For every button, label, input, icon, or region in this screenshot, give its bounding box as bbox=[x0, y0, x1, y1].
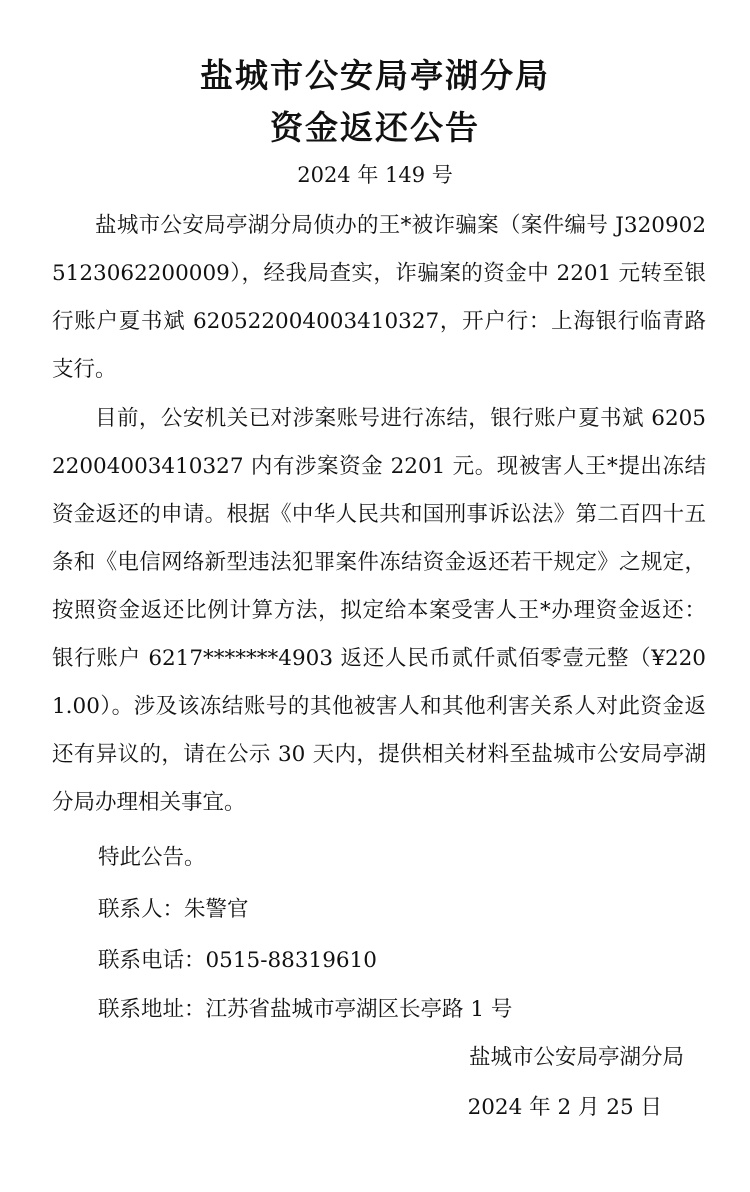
signature-organization: 盐城市公安局亭湖分局 bbox=[468, 1045, 684, 1070]
body-paragraph-case: 盐城市公安局亭湖分局侦办的王*被诈骗案（案件编号 J3209025123062200009），经我局查实，诈骗案的资金中 2201 元转至银行账户夏书斌 620522004003410327，开户行：上海银行临青路支行。 bbox=[52, 213, 706, 382]
contact-phone: 联系电话：0515-88319610 bbox=[98, 948, 377, 973]
contact-address: 联系地址：江苏省盐城市亭湖区长亭路 1 号 bbox=[98, 997, 513, 1022]
notice-closing: 特此公告。 bbox=[98, 845, 206, 870]
document-title-line2: 资金返还公告 bbox=[270, 108, 480, 147]
document-number: 2024 年 149 号 bbox=[297, 163, 453, 187]
document-title-line1: 盐城市公安局亭湖分局 bbox=[200, 56, 550, 95]
contact-person: 联系人：朱警官 bbox=[98, 897, 249, 922]
signature-date: 2024 年 2 月 25 日 bbox=[467, 1095, 662, 1120]
body-paragraph-refund: 目前，公安机关已对涉案账号进行冻结，银行账户夏书斌 620522004003410327 内有涉案资金 2201 元。现被害人王*提出冻结资金返还的申请。根据《中华人民共和国刑事诉讼法》第二百四十五条和《电信网络新型违法犯罪案件冻结资金返还若干规定》之规定，按照资金返还比例计算方法，拟定给本案受害人王*办理资金返还：银行账户 6217*******4903 返还人民币贰仟贰佰零壹元整（¥2201.00）。涉及该冻结账号的其他被害人和其他利害关系人对此资金返还有异议的，请在公示 30 天内，提供相关材料至盐城市公安局亭湖分局办理相关事宜。 bbox=[52, 406, 706, 815]
